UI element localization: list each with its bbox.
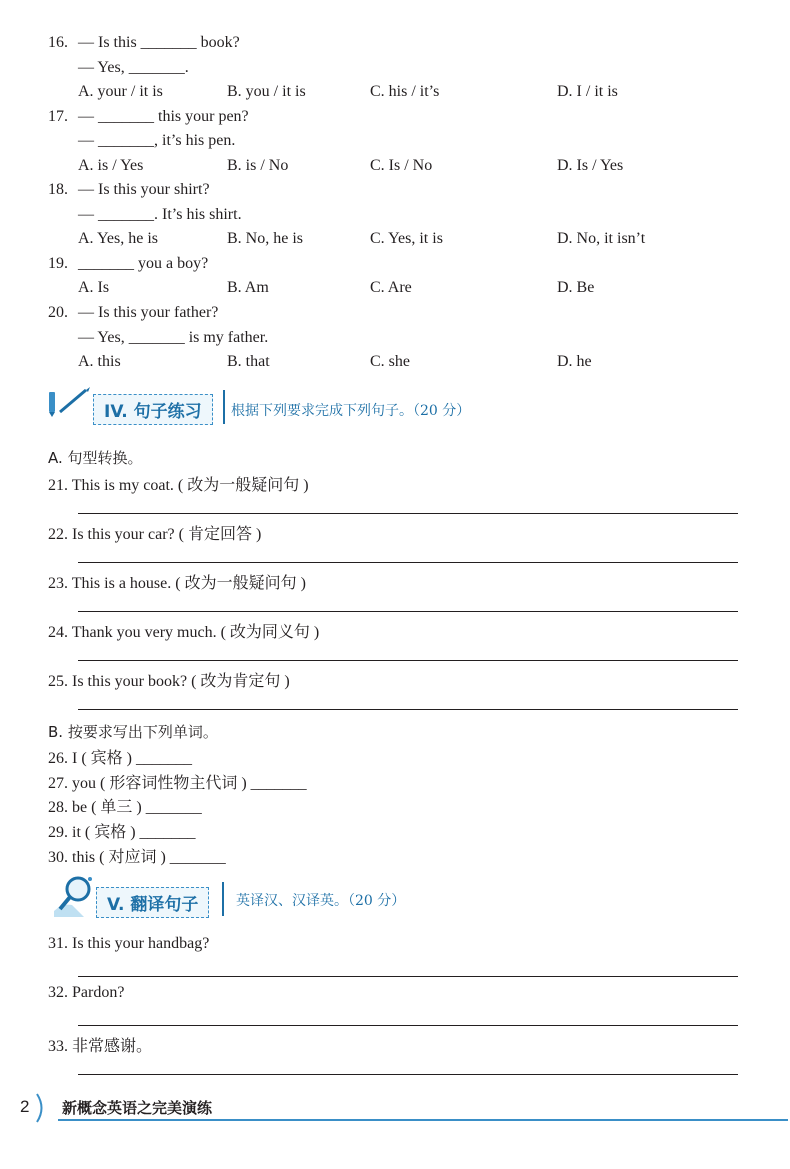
footer-rule [58, 1119, 788, 1121]
q18-number: 18. [48, 181, 68, 198]
q23-answer-line[interactable] [78, 611, 738, 612]
q30-text: 30. this ( 对应词 ) _______ [48, 849, 226, 866]
q20-option-d: D. he [557, 353, 592, 370]
q18-option-c: C. Yes, it is [370, 230, 443, 247]
q18-option-b: B. No, he is [227, 230, 303, 247]
q20-option-c: C. she [370, 353, 410, 370]
q17-option-c: C. Is / No [370, 157, 433, 174]
q18-line-1: — Is this your shirt? [78, 181, 210, 198]
section-4-divider [223, 390, 225, 424]
q31-text: 31. Is this your handbag? [48, 935, 210, 952]
q33-text: 33. 非常感谢。 [48, 1038, 153, 1055]
q18-line-2: — _______. It’s his shirt. [78, 206, 242, 223]
q25-text: 25. Is this your book? ( 改为肯定句 ) [48, 673, 290, 690]
q21-text: 21. This is my coat. ( 改为一般疑问句 ) [48, 477, 309, 494]
magnifier-icon [50, 873, 100, 919]
part-a-heading: A. 句型转换。 [48, 449, 143, 467]
q19-line-1: _______ you a boy? [78, 255, 209, 272]
q17-option-b: B. is / No [227, 157, 289, 174]
q21-answer-line[interactable] [78, 513, 738, 514]
q16-line-1: — Is this _______ book? [78, 34, 240, 51]
q19-option-d: D. Be [557, 279, 595, 296]
q32-text: 32. Pardon? [48, 984, 125, 1001]
q25-answer-line[interactable] [78, 709, 738, 710]
q28-text: 28. be ( 单三 ) _______ [48, 799, 202, 816]
q20-line-1: — Is this your father? [78, 304, 219, 321]
part-b-heading: B. 按要求写出下列单词。 [48, 723, 218, 741]
section-5-divider [222, 882, 224, 916]
q24-answer-line[interactable] [78, 660, 738, 661]
footer-bracket [34, 1092, 50, 1124]
q17-line-2: — _______, it’s his pen. [78, 132, 236, 149]
book-title: 新概念英语之完美演练 [62, 1099, 213, 1117]
pencil-icon [46, 386, 92, 418]
section-4-description: 根据下列要求完成下列句子。（20 分） [231, 403, 471, 419]
q23-text: 23. This is a house. ( 改为一般疑问句 ) [48, 575, 306, 592]
q17-number: 17. [48, 108, 68, 125]
q16-option-b: B. you / it is [227, 83, 306, 100]
q17-option-d: D. Is / Yes [557, 157, 624, 174]
q31-answer-line[interactable] [78, 976, 738, 977]
q20-number: 20. [48, 304, 68, 321]
q19-option-b: B. Am [227, 279, 269, 296]
q27-text: 27. you ( 形容词性物主代词 ) _______ [48, 775, 307, 792]
q19-number: 19. [48, 255, 68, 272]
q19-option-a: A. Is [78, 279, 110, 296]
q16-line-2: — Yes, _______. [78, 59, 189, 76]
section-5-description: 英译汉、汉译英。（20 分） [236, 893, 406, 909]
page-number: 2 [20, 1097, 30, 1116]
section-5-title: V. 翻译句子 [96, 887, 209, 918]
q29-text: 29. it ( 宾格 ) _______ [48, 824, 196, 841]
section-4-title: IV. 句子练习 [93, 394, 213, 425]
q32-answer-line[interactable] [78, 1025, 738, 1026]
q20-option-a: A. this [78, 353, 121, 370]
q18-option-d: D. No, it isn’t [557, 230, 646, 247]
q16-option-d: D. I / it is [557, 83, 618, 100]
background-watermark [470, 40, 770, 210]
q16-number: 16. [48, 34, 68, 51]
q24-text: 24. Thank you very much. ( 改为同义句 ) [48, 624, 320, 641]
q16-option-c: C. his / it’s [370, 83, 440, 100]
q18-option-a: A. Yes, he is [78, 230, 159, 247]
q17-option-a: A. is / Yes [78, 157, 144, 174]
q16-option-a: A. your / it is [78, 83, 163, 100]
q33-answer-line[interactable] [78, 1074, 738, 1075]
q20-option-b: B. that [227, 353, 270, 370]
q22-answer-line[interactable] [78, 562, 738, 563]
q20-line-2: — Yes, _______ is my father. [78, 329, 269, 346]
q19-option-c: C. Are [370, 279, 412, 296]
q17-line-1: — _______ this your pen? [78, 108, 249, 125]
q26-text: 26. I ( 宾格 ) _______ [48, 750, 192, 767]
q22-text: 22. Is this your car? ( 肯定回答 ) [48, 526, 262, 543]
